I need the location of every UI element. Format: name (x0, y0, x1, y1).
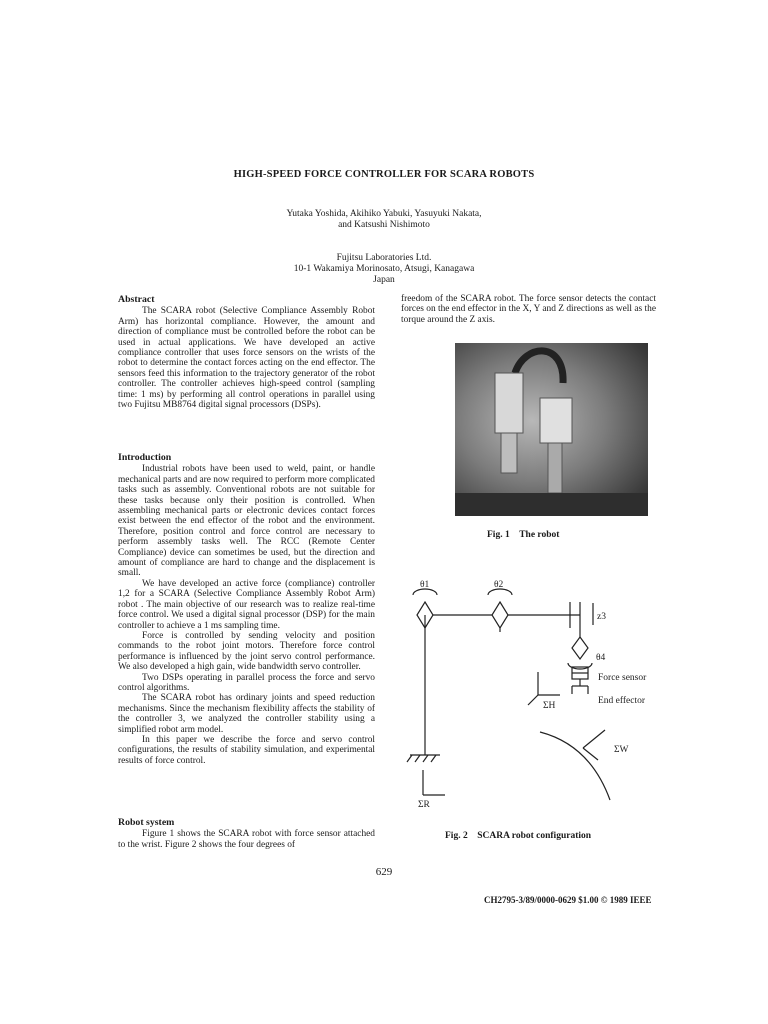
z3-label: z3 (597, 612, 606, 622)
intro-paragraph: Two DSPs operating in parallel process the force and servo control algorithms. (118, 672, 375, 693)
fig1-title: The robot (519, 530, 560, 540)
affiliation-line-1: Fujitsu Laboratories Ltd. (336, 253, 432, 263)
robot-photo (455, 343, 648, 516)
force-sensor-label: Force sensor (598, 673, 647, 683)
abstract-section (118, 295, 375, 410)
paper-title: HIGH-SPEED FORCE CONTROLLER FOR SCARA ROBOTS (233, 169, 535, 180)
affiliation-line-3: Japan (373, 275, 395, 285)
author-list (0, 209, 768, 231)
intro-paragraph: The SCARA robot has ordinary joints and speed reduction mechanisms. Since the mechanism flexibility affects the stability of the controller 3, we analyzed the controller stability using a simplified robot arm model. (118, 693, 375, 735)
scara-diagram (400, 570, 660, 825)
page-number: 629 (375, 866, 393, 878)
copyright-footer: CH2795-3/89/0000-0629 $1.00 © 1989 IEEE (484, 895, 652, 905)
introduction-section (118, 453, 375, 766)
theta4-label: θ4 (596, 653, 606, 663)
right-column-text (401, 294, 656, 325)
theta2-label: θ2 (494, 580, 504, 590)
affiliation-line-2: 10-1 Wakamiya Morinosato, Atsugi, Kanagawa (293, 264, 475, 274)
robot-system-section (118, 818, 375, 850)
author-line-2: and Katsushi Nishimoto (338, 220, 430, 230)
fig1-label: Fig. 1 (487, 530, 510, 540)
joint-2-diamond (492, 602, 508, 628)
abstract-heading: Abstract (118, 294, 155, 305)
robot-photo-illustration (455, 343, 648, 516)
intro-paragraph: Force is controlled by sending velocity and position commands to the robot joint motors. Therefore force control performance is influenced by the joint servo control performance. We also developed a high gain, wide bandwidth servo controller. (118, 630, 375, 673)
fig1-caption (487, 530, 559, 540)
affiliation (0, 253, 768, 286)
author-line-1: Yutaka Yoshida, Akihiko Yabuki, Yasuyuki Nakata, (286, 209, 482, 219)
end-effector-label: End effector (598, 696, 646, 706)
intro-paragraph: In this paper we describe the force and servo control configurations, the results of stability simulation, and experimental results of force control. (118, 734, 375, 766)
fig2-title: SCARA robot configuration (477, 831, 592, 841)
fig2-caption (445, 831, 591, 841)
abstract-text: The SCARA robot (Selective Compliance Assembly Robot Arm) has horizontal compliance. However, the amount and direction of compliance must be controlled before the robot can be used in actual applications. We have developed an active compliance controller that uses force sensors on the wrists of the robot to determine the contact forces acting on the end effector. The sensors feed this information to the trajectory generator of the robot controller. The controller achieves high-speed control (sampling time: 1 ms) by performing all control operations in parallel using two Fujitsu MB8764 digital signal processors (DSPs). (118, 306, 375, 411)
theta1-label: θ1 (420, 580, 430, 590)
introduction-heading: Introduction (118, 452, 172, 463)
sigma-r-label: ΣR (418, 800, 430, 810)
fig2-label: Fig. 2 (445, 831, 468, 841)
sigma-w-label: ΣW (614, 745, 629, 755)
intro-paragraph: Industrial robots have been used to weld, paint, or handle mechanical parts and are now required to perform more complicated tasks such as assembly. Conventional robots are not suitable for these tasks because only their position is controlled. When assembling mechanical parts or electronic devices contact forces exist between the end effector of the robot and the environment. Therefore, position control and force control are necessary to perform assembly tasks well. The RCC (Remote Center Compliance) device can sometimes be used, but the direction and amount of compliance are hard to change and the displacement is small. (118, 464, 375, 579)
joint-4-diamond (572, 637, 588, 659)
robot-system-text: Figure 1 shows the SCARA robot with force sensor attached to the wrist. Figure 2 shows the four degrees of (118, 829, 375, 850)
robot-system-heading: Robot system (118, 817, 175, 828)
freedom-paragraph: freedom of the SCARA robot. The force sensor detects the contact forces on the end effector in the X, Y and Z directions as well as the torque around the Z axis. (401, 294, 656, 325)
sigma-h-label: ΣH (543, 701, 556, 711)
intro-paragraph: We have developed an active force (compliance) controller 1,2 for a SCARA (Selective Compliance Assembly Robot Arm) robot . The main objective of our research was to realize real-time force control. We used a digital signal processor (DSP) for the main controller to achieve a 1 ms sampling time. (118, 578, 375, 631)
